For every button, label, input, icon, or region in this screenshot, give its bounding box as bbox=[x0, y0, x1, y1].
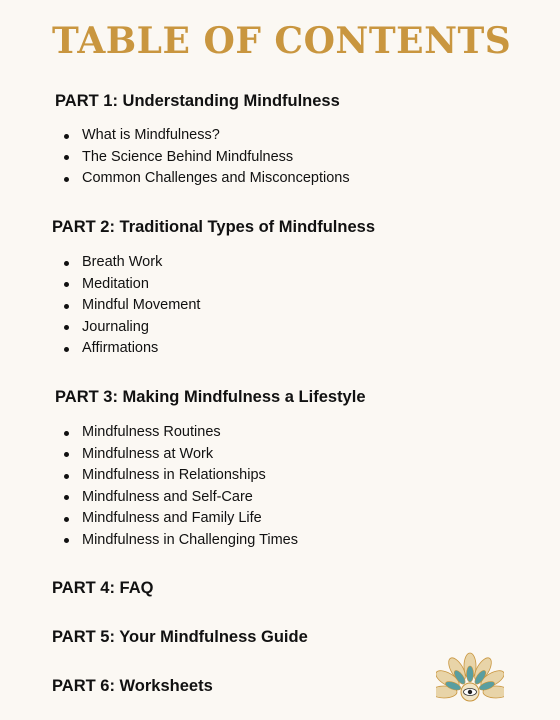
list-item: Breath Work bbox=[62, 252, 200, 274]
list-item: Affirmations bbox=[62, 338, 200, 360]
part-2-list bbox=[62, 252, 200, 360]
part-6-heading: PART 6: Worksheets bbox=[52, 677, 213, 695]
part-5-heading: PART 5: Your Mindfulness Guide bbox=[52, 628, 308, 646]
part-3-heading: PART 3: Making Mindfulness a Lifestyle bbox=[55, 388, 366, 406]
part-4-heading: PART 4: FAQ bbox=[52, 579, 154, 597]
list-item: Mindfulness Routines bbox=[62, 422, 298, 444]
list-item: Meditation bbox=[62, 274, 200, 296]
list-item: Mindfulness and Family Life bbox=[62, 508, 298, 530]
list-item: Mindfulness in Challenging Times bbox=[62, 530, 298, 552]
list-item: Mindfulness at Work bbox=[62, 444, 298, 466]
list-item: What is Mindfulness? bbox=[62, 125, 350, 147]
list-item: Mindfulness and Self-Care bbox=[62, 487, 298, 509]
list-item: Journaling bbox=[62, 317, 200, 339]
list-item: Mindful Movement bbox=[62, 295, 200, 317]
page-title: TABLE OF CONTENTS bbox=[52, 20, 512, 62]
part-1-list bbox=[62, 125, 350, 190]
part-2-heading: PART 2: Traditional Types of Mindfulness bbox=[52, 218, 375, 236]
part-1-heading: PART 1: Understanding Mindfulness bbox=[55, 92, 340, 110]
list-item: Mindfulness in Relationships bbox=[62, 465, 298, 487]
part-3-list bbox=[62, 422, 298, 551]
list-item: The Science Behind Mindfulness bbox=[62, 147, 350, 169]
list-item: Common Challenges and Misconceptions bbox=[62, 168, 350, 190]
mandala-pupil bbox=[468, 690, 472, 694]
lotus-mandala-icon bbox=[436, 652, 504, 720]
